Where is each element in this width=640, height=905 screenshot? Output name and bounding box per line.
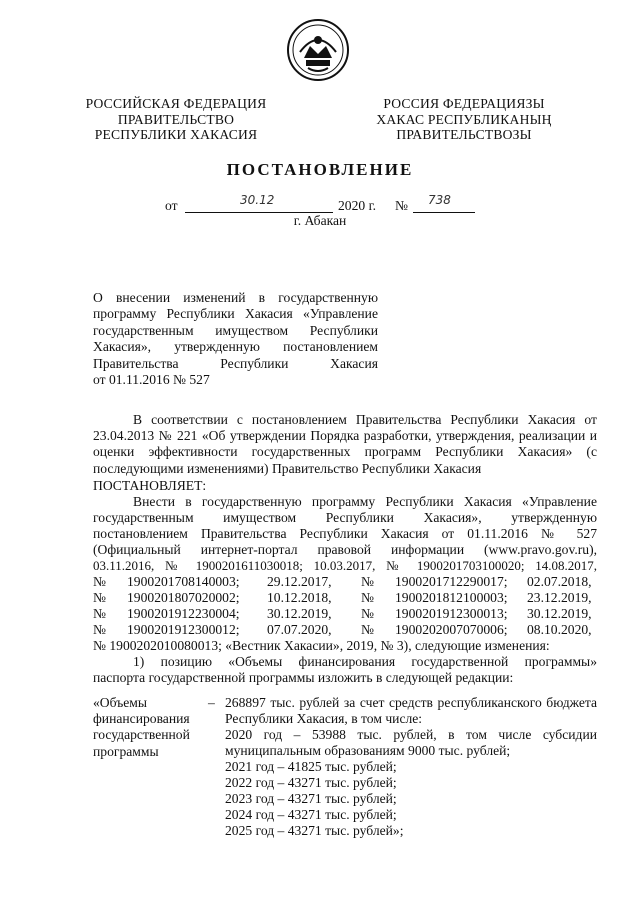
ref-cell: №	[93, 606, 106, 621]
subject-line: государственным имуществом Республики	[93, 322, 378, 338]
ref-cell: 07.07.2020,	[267, 622, 332, 637]
ref-cell: №	[361, 574, 374, 589]
paragraph2-line: Внести в государственную программу Республики Хакасия «Управление	[133, 494, 597, 509]
ref-cell: 08.10.2020,	[527, 622, 592, 637]
reference-row	[93, 590, 597, 606]
table-label-financing: «Объемы финансирования государственной программы	[93, 695, 190, 759]
subject-line: от 01.11.2016 № 527	[93, 372, 210, 388]
ref-cell: 29.12.2017,	[267, 574, 332, 589]
reference-row	[93, 606, 597, 622]
ref-cell: 1900201708140003;	[127, 574, 240, 589]
header-right-line: ПРАВИТЕЛЬСТВОЗЫ	[396, 127, 532, 142]
preamble-paragraph: В соответствии с постановлением Правительства Республики Хакасия от 23.04.2013 № 221 «Об утверждении Порядка разработки, утверждения, реализации и оценки эффективности государственных программ Республики Хакасия» (с последующими изменениями) Правительство Республики Хакасия	[93, 412, 597, 476]
table-year-line: 2021 год – 41825 тыс. рублей;	[225, 759, 397, 774]
ref-cell: №	[93, 622, 106, 637]
table-year-line: 2023 год – 43271 тыс. рублей;	[225, 791, 397, 806]
item1-line: паспорта государственной программы изложить в следующей редакции:	[93, 670, 514, 685]
table-year-line: 2022 год – 43271 тыс. рублей;	[225, 775, 397, 790]
subject-line: О внесении изменений в государственную	[93, 290, 378, 305]
ref-cell: 02.07.2018,	[527, 574, 592, 589]
date-handwritten: 30.12	[240, 193, 275, 207]
ref-cell: 1900201912230004;	[127, 606, 240, 621]
ref-cell: 1900202007070006;	[395, 622, 508, 637]
postanovlyaet-label: ПОСТАНОВЛЯЕТ:	[93, 478, 207, 493]
paragraph2-line: государственным имуществом Республики Хакасия», утвержденную	[93, 510, 597, 525]
paragraph2-line: постановлением Правительства Республики Хакасия от 01.11.2016 № 527	[93, 526, 597, 541]
year-label: 2020 г.	[338, 198, 377, 213]
city-label: г. Абакан	[293, 213, 347, 228]
item1-line: 1) позицию «Объемы финансирования государственной программы»	[133, 654, 597, 669]
header-left-block	[70, 96, 282, 143]
ref-cell: №	[93, 590, 106, 605]
references-last-line: № 1900202010080013; «Вестник Хакасии», 2019, № 3), следующие изменения:	[93, 638, 550, 653]
number-handwritten: 738	[428, 193, 451, 207]
table-year-line: 2025 год – 43271 тыс. рублей»;	[225, 823, 404, 838]
reference-row	[93, 622, 597, 638]
paragraph2-line: (Официальный интернет-портал правовой информации (www.pravo.gov.ru),	[93, 542, 597, 557]
subject-line: Хакасия», утвержденную постановлением	[93, 339, 378, 355]
table-year-2020: 2020 год – 53988 тыс. рублей, в том числе субсидии муниципальным образованиям 9000 тыс. рублей;	[225, 727, 597, 759]
table-intro-text: 268897 тыс. рублей за счет средств республиканского бюджета Республики Хакасия, в том числе:	[225, 695, 597, 727]
document-title: ПОСТАНОВЛЕНИЕ	[226, 160, 414, 179]
ref-cell: №	[361, 590, 374, 605]
ref-cell: 1900201812100003;	[395, 590, 508, 605]
ref-cell: 1900201912300013;	[395, 606, 508, 621]
ref-cell: 1900201712290017;	[395, 574, 508, 589]
ref-cell: №	[361, 606, 374, 621]
header-left-line: РОССИЙСКАЯ ФЕДЕРАЦИЯ	[85, 96, 267, 111]
ref-cell: 1900201912300012;	[127, 622, 240, 637]
table-dash: –	[208, 695, 215, 710]
subject-line: Правительства Республики Хакасия	[93, 355, 378, 371]
ref-cell: 10.12.2018,	[267, 590, 332, 605]
ref-cell: №	[93, 574, 106, 589]
header-right-line: ХАКАС РЕСПУБЛИКАНЫҢ	[376, 111, 552, 127]
subject-block	[93, 290, 378, 388]
date-from-label: от	[165, 198, 178, 213]
number-label: №	[395, 198, 408, 213]
ref-cell: 23.12.2019,	[527, 590, 592, 605]
ref-cell: 30.12.2019,	[267, 606, 332, 621]
paragraph2-line: 03.11.2016, № 1900201611030018; 10.03.2017, № 1900201703100020; 14.08.2017,	[93, 558, 597, 573]
reference-row	[93, 574, 597, 590]
ref-cell: 30.12.2019,	[527, 606, 592, 621]
table-year-line: 2024 год – 43271 тыс. рублей;	[225, 807, 397, 822]
header-left-line: ПРАВИТЕЛЬСТВО	[117, 111, 235, 127]
ref-cell: №	[361, 622, 374, 637]
coat-of-arms-emblem	[286, 18, 350, 82]
header-right-block	[358, 96, 570, 143]
header-right-line: РОССИЯ ФЕДЕРАЦИЯЗЫ	[383, 96, 545, 111]
ref-cell: 1900201807020002;	[127, 590, 240, 605]
header-left-line: РЕСПУБЛИКИ ХАКАСИЯ	[94, 127, 258, 142]
subject-line: программу Республики Хакасия «Управление	[93, 306, 378, 322]
